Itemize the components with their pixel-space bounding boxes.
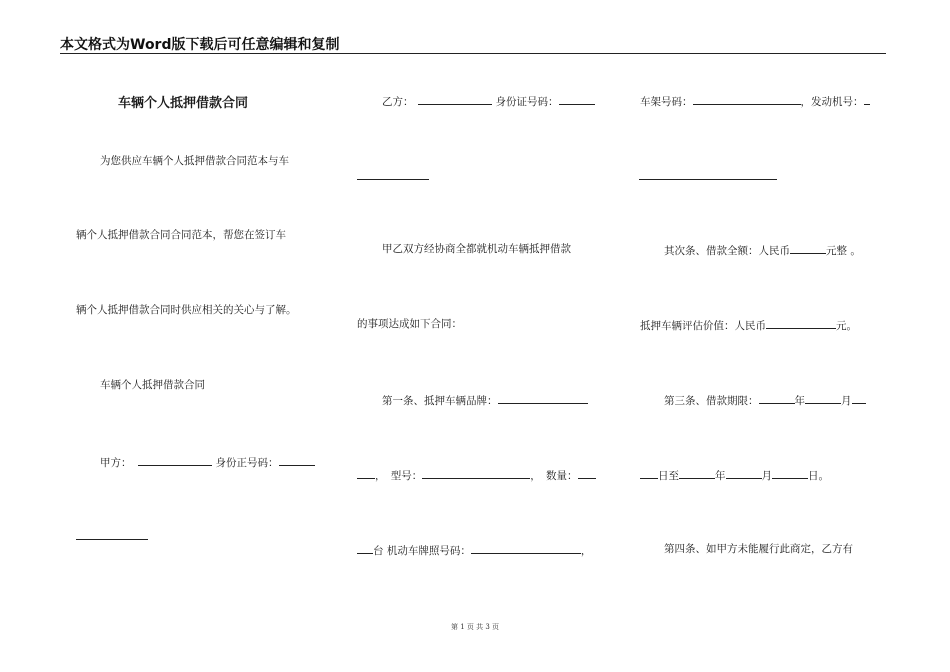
end-date-line [640,467,829,483]
qty-blank [578,467,596,479]
party-a-id-blank-cont [76,528,148,540]
model-line [357,467,596,483]
start-year-blank [759,392,795,404]
model-blank [422,467,530,479]
plate-comma: ， [580,545,592,557]
end-year-label: 年 [715,470,726,482]
contract-title: 车辆个人抵押借款合同 [118,96,249,111]
party-b-label: 乙方： [382,96,414,108]
plate-line [357,542,591,558]
valuation-label: 抵押车辆评估价值：人民币 [640,320,766,332]
qty-label: ， 数量： [530,470,578,482]
party-a-label: 甲方： [100,457,132,469]
party-b-id-blank [559,93,595,105]
article-2-label: 其次条、借款全额：人民币 [664,245,790,257]
article-3-line [664,392,866,408]
engine-label: ，发动机号： [800,96,864,108]
article-1-line [382,392,588,408]
article-2-line [664,242,861,258]
vehicle-brand-blank [498,392,588,404]
intro-line-1: 为您供应车辆个人抵押借款合同范本与车 [100,155,289,167]
party-a-line [100,454,315,470]
month-label: 月 [841,395,852,407]
page-number: 第 1 页 共 3 页 [450,623,500,631]
year-label: 年 [794,395,805,407]
loan-amount-blank [790,242,826,254]
header-note: 本文格式为Word版下载后可任意编辑和复制 [60,37,340,53]
party-a-id-label: 身份正号码： [215,457,279,469]
valuation-end: 元。 [836,320,857,332]
valuation-line [640,317,857,333]
plate-label: 台 机动车牌照号码： [373,545,471,557]
intro-line-3: 辆个人抵押借款合同时供应相关的关心与了解。 [76,304,297,316]
party-a-name-blank [138,454,212,466]
model-label: ， 型号： [375,470,423,482]
party-b-name-blank [418,93,492,105]
party-b-id-label: 身份证号码： [495,96,559,108]
to-label: 日至 [658,470,679,482]
valuation-blank [766,317,836,329]
article-1-label: 第一条、抵押车辆品牌： [382,395,498,407]
end-day-blank [772,467,808,479]
start-day-blank [852,392,866,404]
engine-blank [864,93,870,105]
article-4-line: 第四条、如甲方未能履行此商定，乙方有 [664,543,853,555]
frame-line [640,93,870,109]
header-divider [60,53,886,54]
start-month-blank [805,392,841,404]
brand-blank-cont [357,467,375,479]
end-month-blank [726,467,762,479]
intro-line-2: 辆个人抵押借款合同合同范本，帮您在签订车 [76,229,286,241]
qty-blank-cont [357,542,373,554]
engine-blank-cont [639,168,777,180]
end-year-blank [679,467,715,479]
agreement-line-2: 的事项达成如下合同： [357,318,462,330]
party-b-line [382,93,595,109]
frame-blank [693,93,801,105]
party-a-id-blank [279,454,315,466]
contract-subtitle: 车辆个人抵押借款合同 [100,379,205,391]
plate-blank [471,542,581,554]
frame-label: 车架号码： [640,96,693,108]
party-b-id-blank-cont [357,168,429,180]
end-month-label: 月 [761,470,772,482]
start-day-blank-cont [640,467,658,479]
end-day-label: 日。 [808,470,829,482]
agreement-line-1: 甲乙双方经协商全都就机动车辆抵押借款 [382,243,571,255]
article-3-label: 第三条、借款期限： [664,395,759,407]
article-2-end: 元整 。 [826,245,861,257]
